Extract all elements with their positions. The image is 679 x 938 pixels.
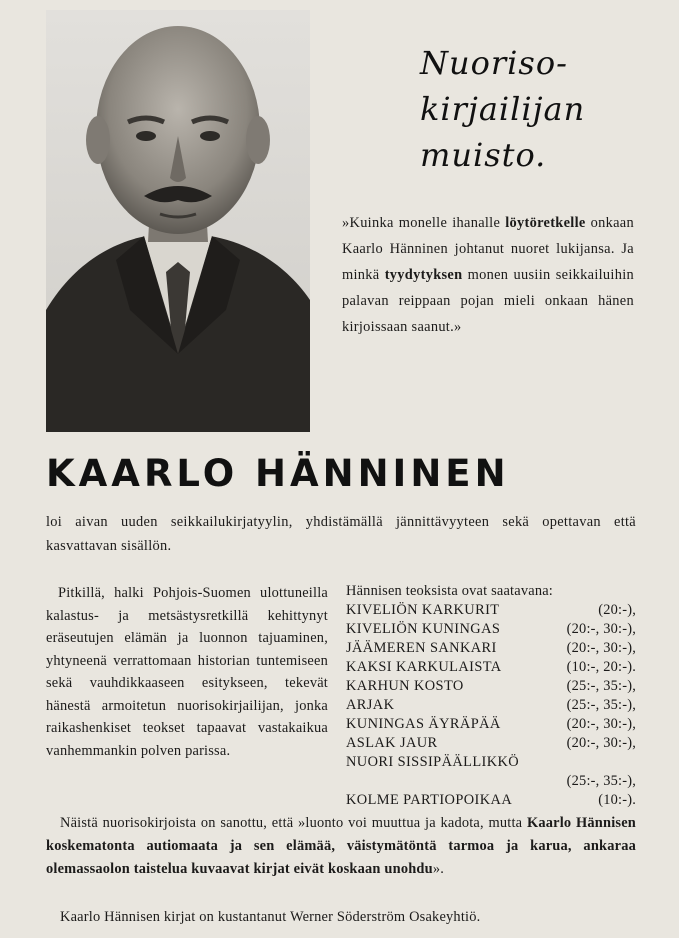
book-price: (20:-, 30:-), [566,716,636,732]
book-price: (25:-, 35:-), [566,773,636,789]
book-title: KAKSI KARKULAISTA [346,659,502,675]
book-title: ASLAK JAUR [346,735,438,751]
biography-paragraph: Pitkillä, halki Pohjois-Suomen ulottuneilla kalastus- ja metsästysretkillä kehittynyt eräseutujen elämän ja luonnon tajuaminen, yhtyneenä verrattomaan historian tuntemiseen sekä vauhdikkaaseen esitykseen, tekevät hänestä armoitetun nuorisokirjailijan, jonka raikashenkiset teokset tapaavat vastakaikua vanhemmankin polven parissa. [46,585,328,759]
quote-bold-1: löytöretkelle [505,215,586,231]
book-item [346,696,636,715]
book-title: KARHUN KOSTO [346,678,464,694]
book-list [346,582,636,810]
book-title: JÄÄMEREN SANKARI [346,640,497,656]
book-item [346,715,636,734]
book-price: (25:-, 35:-), [566,697,636,713]
author-name: KAARLO HÄNNINEN [46,452,510,495]
book-price: (20:-), [598,602,636,618]
closing-paragraph [46,812,636,881]
headline-line-3: muisto. [420,136,547,174]
book-price: (20:-, 30:-), [566,735,636,751]
book-price: (20:-, 30:-), [566,621,636,637]
book-item [346,658,636,677]
book-item [346,620,636,639]
book-price: (10:-). [598,792,636,808]
book-item [346,601,636,620]
quote-bold-2: tyydytyksen [384,267,463,283]
book-item [346,791,636,810]
book-item [346,734,636,753]
quote-text-1: »Kuinka monelle ihanalle [342,215,506,231]
book-title: KIVELIÖN KARKURIT [346,602,500,618]
quote-text-3: monen uusiin seikkailuihin palavan reippaan pojan mieli onkaan hänen kirjoissaan saanut.» [342,267,634,335]
book-price: (25:-, 35:-), [566,678,636,694]
book-list-lead: Hännisen teoksista ovat saatavana: [346,583,554,599]
book-title: NUORI SISSIPÄÄLLIKKÖ [346,754,520,770]
quote-text-2: onkaan Kaarlo Hänninen johtanut nuoret lukijansa. Ja minkä [342,215,634,283]
headline [420,40,660,178]
portrait-illustration [46,10,310,432]
book-item [346,772,636,791]
book-item [346,677,636,696]
book-title: ARJAK [346,697,395,713]
book-price: (10:-, 20:-). [566,659,636,675]
book-title: KOLME PARTIOPOIKAA [346,792,513,808]
book-item [346,639,636,658]
book-price: (20:-, 30:-), [566,640,636,656]
quote-paragraph [342,210,634,340]
book-title: KUNINGAS ÄYRÄPÄÄ [346,716,501,732]
portrait-photo [46,10,310,432]
publisher-line: Kaarlo Hännisen kirjat on kustantanut Werner Söderström Osakeyhtiö. [60,909,481,925]
headline-line-1: Nuoriso- [420,44,568,82]
closing-text-1: Näistä nuorisokirjoista on sanottu, että »luonto voi muuttua ja kadota, mutta [60,815,527,831]
closing-text-2: ». [432,861,445,877]
intro-paragraph: loi aivan uuden seikkailukirjatyylin, yhdistämällä jännittävyyteen sekä opettavan että kasvattavan sisällön. [46,514,636,554]
closing-bold: Kaarlo Hännisen koskematonta autiomaata ja sen elämää, väistymätöntä tarmoa ja karua, ankaraa olemassaolon taistelua kuvaavat kirjat eivät koskaan unohdu [46,815,636,877]
headline-line-2: kirjailijan [420,90,586,128]
book-title: KIVELIÖN KUNINGAS [346,621,501,637]
book-item [346,753,636,772]
